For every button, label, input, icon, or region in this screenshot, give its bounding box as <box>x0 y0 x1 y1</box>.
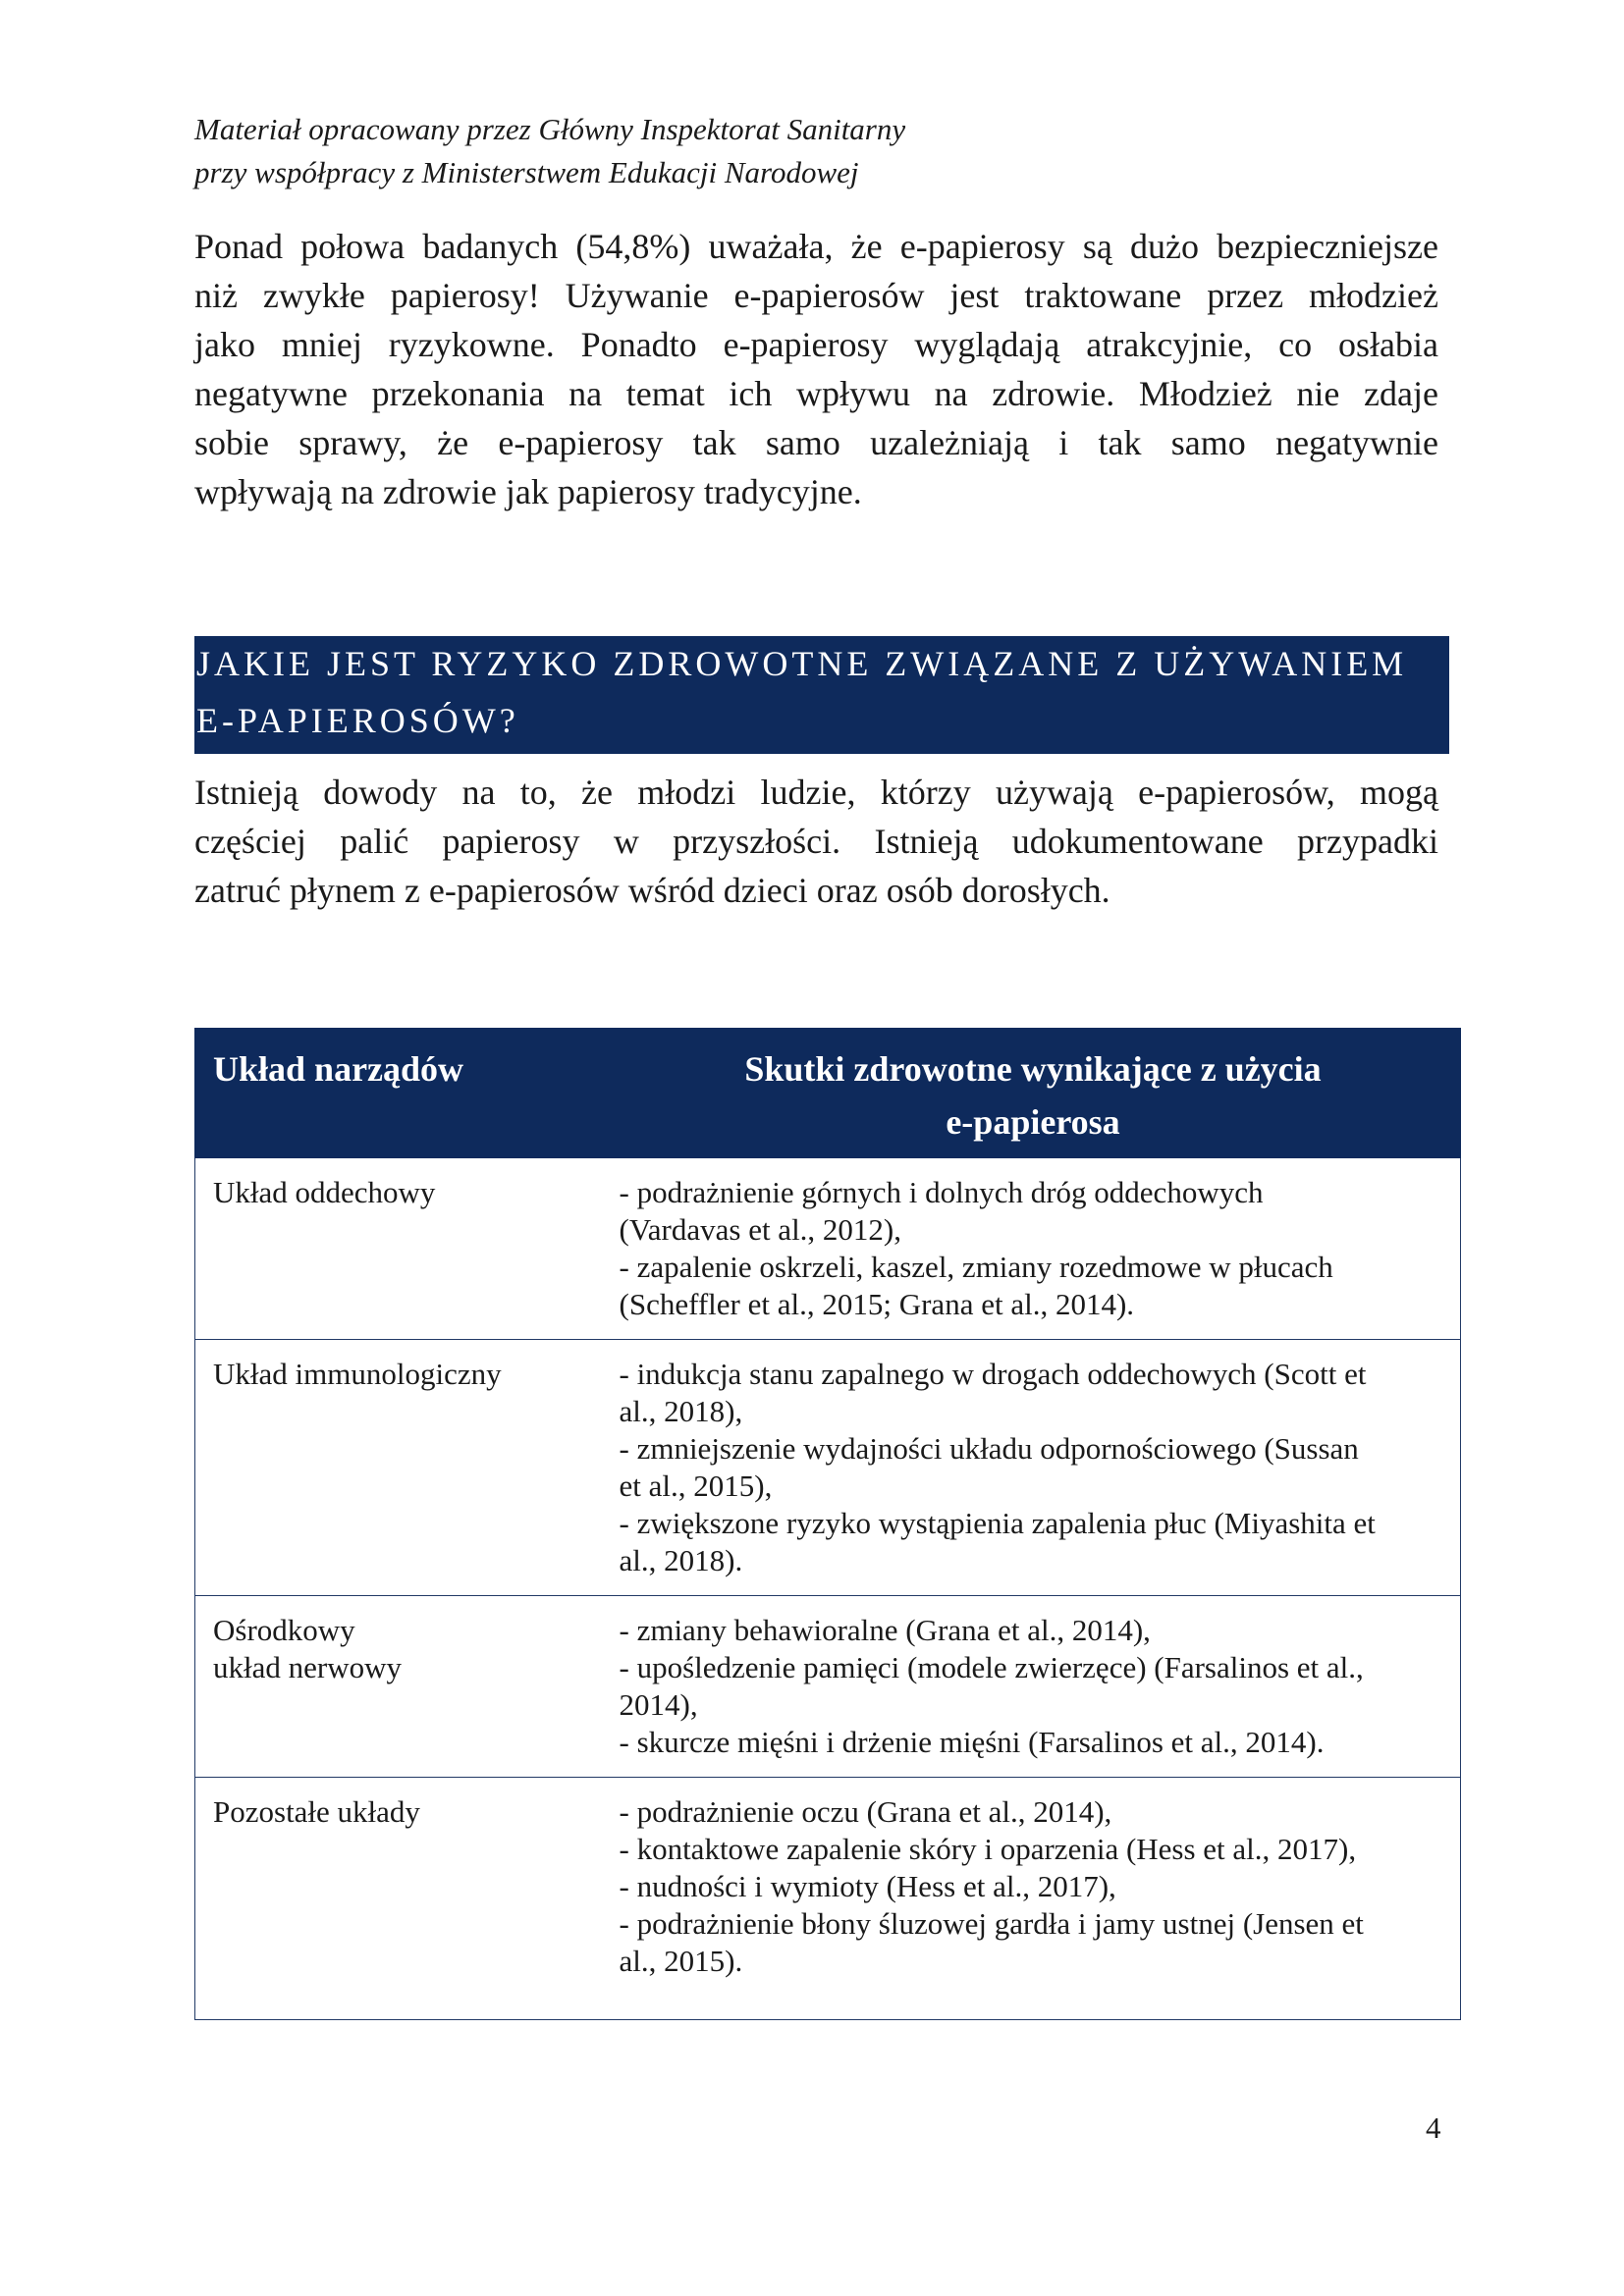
effect-line: et al., 2015), <box>619 1468 773 1503</box>
effect-line: - upośledzenie pamięci (modele zwierzęce) (Farsalinos et al., <box>619 1650 1364 1684</box>
risk-paragraph <box>194 768 1438 915</box>
effect-line: (Vardavas et al., 2012), <box>619 1212 902 1247</box>
paragraph-line: negatywne przekonania na temat ich wpływu na zdrowie. Młodzież nie zdaje <box>194 374 1438 413</box>
effect-line: - zmniejszenie wydajności układu odpornościowego (Sussan <box>619 1431 1359 1466</box>
paragraph-line: wpływają na zdrowie jak papierosy tradycyjne. <box>194 472 862 511</box>
effect-line: 2014), <box>619 1687 698 1722</box>
organ-system-label: Układ oddechowy <box>213 1175 436 1209</box>
column-header-line: Skutki zdrowotne wynikające z użycia <box>744 1049 1322 1089</box>
effect-line: - zmiany behawioralne (Grana et al., 2014), <box>619 1613 1151 1647</box>
table-row <box>195 1158 1461 1340</box>
effect-line: al., 2018), <box>619 1394 743 1428</box>
paragraph-line: Istnieją dowody na to, że młodzi ludzie, którzy używają e-papierosów, mogą <box>194 773 1438 812</box>
paragraph-line: niż zwykłe papierosy! Używanie e-papierosów jest traktowane przez młodzież <box>194 276 1438 315</box>
running-header-line-1: Materiał opracowany przez Główny Inspektorat Sanitarny <box>194 112 906 146</box>
table-row <box>195 1596 1461 1778</box>
section-heading-line-1: JAKIE JEST RYZYKO ZDROWOTNE ZWIĄZANE Z UŻYWANIEM <box>196 644 1408 683</box>
organ-system-label: Układ immunologiczny <box>213 1357 502 1391</box>
effects-cell <box>606 1340 1461 1596</box>
effects-cell <box>606 1778 1461 2020</box>
intro-paragraph <box>194 222 1438 516</box>
paragraph-line: jako mniej ryzykowne. Ponadto e-papierosy wyglądają atrakcyjnie, co osłabia <box>194 325 1438 364</box>
table-header-row <box>195 1029 1461 1158</box>
effects-cell <box>606 1596 1461 1778</box>
organ-system-cell <box>195 1158 606 1340</box>
running-header-line-2: przy współpracy z Ministerstwem Edukacji Narodowej <box>194 155 859 189</box>
effect-line: (Scheffler et al., 2015; Grana et al., 2014). <box>619 1287 1135 1321</box>
organ-system-label: Pozostałe układy <box>213 1794 420 1829</box>
effects-cell <box>606 1158 1461 1340</box>
health-effects-table <box>194 1028 1461 2020</box>
paragraph-line: Ponad połowa badanych (54,8%) uważała, że e-papierosy są dużo bezpieczniejsze <box>194 227 1438 266</box>
effect-line: - podrażnienie oczu (Grana et al., 2014), <box>619 1794 1112 1829</box>
column-header-line: e-papierosa <box>946 1102 1120 1142</box>
table-row <box>195 1340 1461 1596</box>
column-header-health-effects <box>606 1029 1461 1158</box>
effect-line: al., 2015). <box>619 1944 743 1978</box>
effect-line: - zwiększone ryzyko wystąpienia zapalenia płuc (Miyashita et <box>619 1506 1376 1540</box>
paragraph-line: sobie sprawy, że e-papierosy tak samo uzależniają i tak samo negatywnie <box>194 423 1438 462</box>
column-header-organ-system: Układ narządów <box>195 1029 606 1158</box>
organ-system-cell <box>195 1340 606 1596</box>
effect-line: al., 2018). <box>619 1543 743 1577</box>
section-heading-line-2: E-PAPIEROSÓW? <box>196 701 519 740</box>
organ-system-label: układ nerwowy <box>213 1650 402 1684</box>
effect-line: - skurcze mięśni i drżenie mięśni (Farsalinos et al., 2014). <box>619 1725 1325 1759</box>
paragraph-line: zatruć płynem z e-papierosów wśród dzieci oraz osób dorosłych. <box>194 871 1110 910</box>
page-number: 4 <box>1426 2110 1441 2145</box>
effect-line: - podrażnienie górnych i dolnych dróg oddechowych <box>619 1175 1264 1209</box>
effect-line: - podrażnienie błony śluzowej gardła i jamy ustnej (Jensen et <box>619 1906 1364 1941</box>
effect-line: - kontaktowe zapalenie skóry i oparzenia (Hess et al., 2017), <box>619 1832 1357 1866</box>
organ-system-cell <box>195 1778 606 2020</box>
table-row <box>195 1778 1461 2020</box>
section-heading <box>194 636 1449 754</box>
paragraph-line: częściej palić papierosy w przyszłości. Istnieją udokumentowane przypadki <box>194 822 1438 861</box>
effect-line: - zapalenie oskrzeli, kaszel, zmiany rozedmowe w płucach <box>619 1250 1333 1284</box>
effect-line: - indukcja stanu zapalnego w drogach oddechowych (Scott et <box>619 1357 1367 1391</box>
organ-system-label: Ośrodkowy <box>213 1613 355 1647</box>
organ-system-cell <box>195 1596 606 1778</box>
effect-line: - nudności i wymioty (Hess et al., 2017), <box>619 1869 1116 1903</box>
